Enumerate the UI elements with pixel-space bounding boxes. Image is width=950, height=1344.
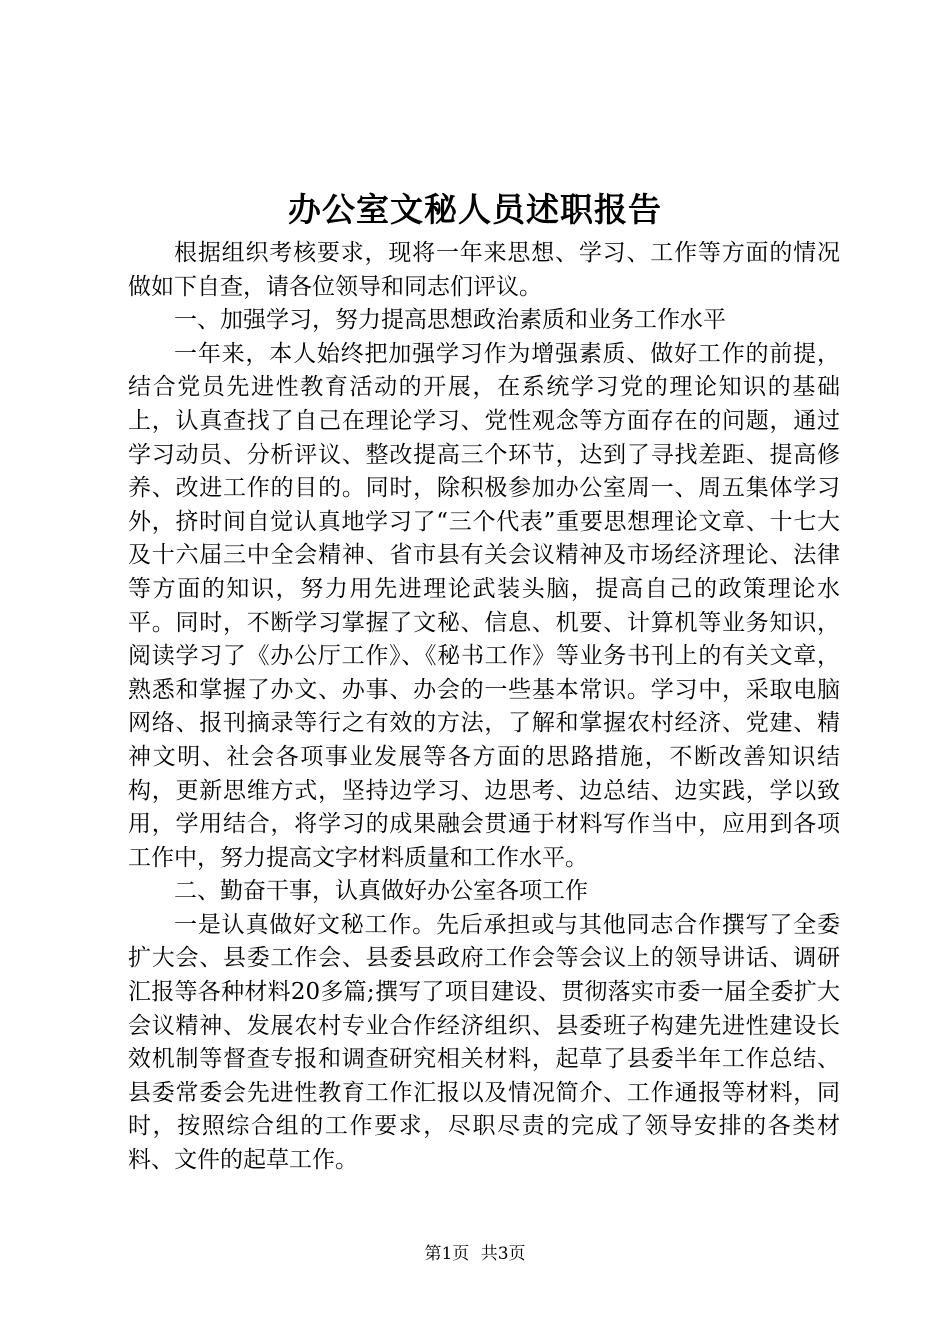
page-footer — [0, 1242, 950, 1266]
page-number: 第1页 — [424, 1244, 470, 1264]
section-2-paragraph: 一是认真做好文秘工作。先后承担或与其他同志合作撰写了全委扩大会、县委工作会、县委县政府工作会等会议上的领导讲话、调研汇报等各种材料20多篇;撰写了项目建设、贯彻落实市委一届全委扩大会议精神、发展农村专业合作经济组织、县委班子构建先进性建设长效机制等督查专报和调查研究相关材料，起草了县委半年工作总结、县委常委会先进性教育工作汇报以及情况简介、工作通报等材料，同时，按照综合组的工作要求，尽职尽责的完成了领导安排的各类材料、文件的起草工作。 — [128, 911, 840, 1174]
section-heading-2: 二、勤奋干事，认真做好办公室各项工作 — [174, 878, 588, 905]
document-title: 办公室文秘人员述职报告 — [288, 190, 662, 229]
document-body — [128, 237, 840, 1178]
section-heading-1: 一、加强学习，努力提高思想政治素质和业务工作水平 — [174, 307, 726, 334]
section-1-paragraph: 一年来，本人始终把加强学习作为增强素质、做好工作的前提，结合党员先进性教育活动的开展，在系统学习党的理论知识的基础上，认真查找了自己在理论学习、党性观念等方面存在的问题，通过学习动员、分析评议、整改提高三个环节，达到了寻找差距、提高修养、改进工作的目的。同时，除积极参加办公室周一、周五集体学习外，挤时间自觉认真地学习了“三个代表”重要思想理论文章、十七大及十六届三中全会精神、省市县有关会议精神及市场经济理论、法律等方面的知识，努力用先进理论武装头脑，提高自己的政策理论水平。同时，不断学习掌握了文秘、信息、机要、计算机等业务知识，阅读学习了《办公厅工作》、《秘书工作》等业务书刊上的有关文章，熟悉和掌握了办文、办事、办会的一些基本常识。学习中，采取电脑网络、报刊摘录等行之有效的方法，了解和掌握农村经济、党建、精神文明、社会各项事业发展等各方面的思路措施，不断改善知识结构，更新思维方式，坚持边学习、边思考、边总结、边实践，学以致用，学用结合，将学习的成果融会贯通于材料写作当中，应用到各项工作中，努力提高文字材料质量和工作水平。 — [128, 340, 840, 871]
page-total: 共3页 — [480, 1244, 526, 1264]
intro-paragraph: 根据组织考核要求，现将一年来思想、学习、工作等方面的情况做如下自查，请各位领导和同志们评议。 — [128, 240, 840, 300]
